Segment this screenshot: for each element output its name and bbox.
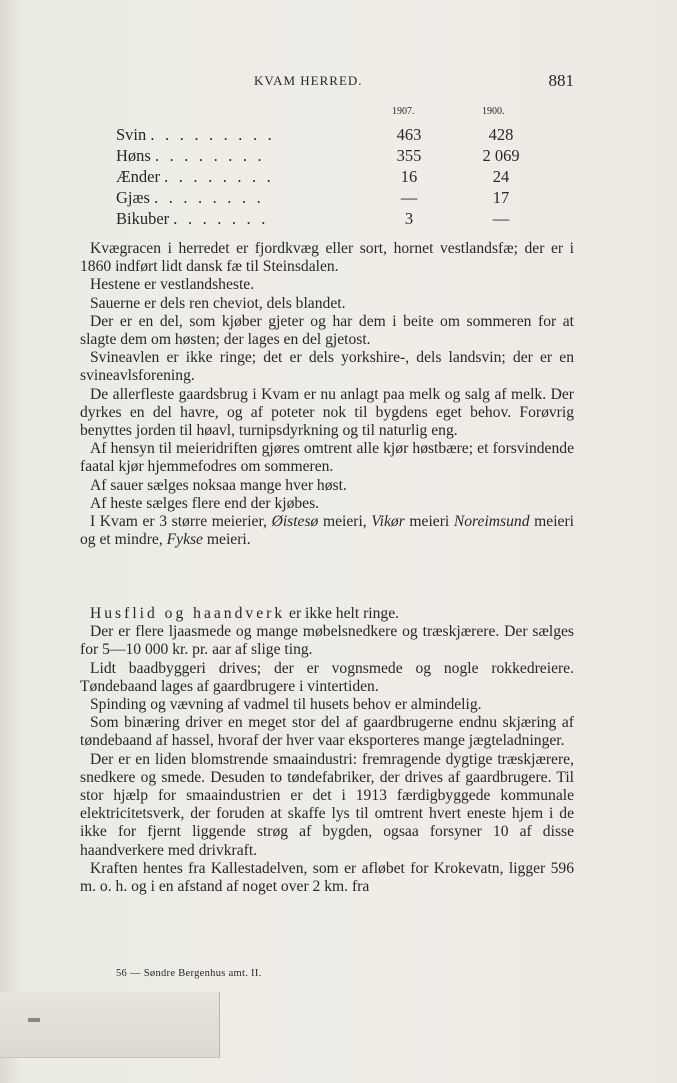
year-header-1907: 1907. [392, 106, 415, 117]
value-1900: 24 [492, 167, 510, 186]
value-1907: 16 [400, 167, 418, 186]
year-header-1900: 1900. [482, 106, 505, 117]
dairy-name: Noreimsund [453, 513, 530, 531]
section-heading-paragraph: Husflid og haandverk er ikke helt ringe. [90, 605, 400, 622]
header-title: KVAM HERRED. [254, 73, 363, 88]
husflid-text [80, 605, 574, 896]
paragraph: Der er flere ljaasmede og mange møbelsnedkere og træskjærere. Der sælges for 5—10 000 kr. pr. aar af slige ting. [80, 623, 574, 659]
page-tab-edge [0, 992, 220, 1058]
value-1907: 355 [396, 146, 422, 165]
livestock-text [80, 240, 574, 549]
dairies-paragraph: I Kvam er 3 større meierier, Øistesø meieri, Vikør meieri Noreimsund meieri og et mindre, Fykse meieri. [80, 513, 574, 549]
tab-mark [28, 1018, 40, 1022]
section-heading: Husflid og haandverk [90, 605, 286, 622]
row-label: Gjæs . . . . . . . . [116, 188, 264, 207]
page-number: 881 [548, 71, 574, 90]
row-label: Svin . . . . . . . . . [116, 125, 275, 144]
paragraph: Sauerne er dels ren cheviot, dels blandet. [90, 294, 346, 312]
paragraph: Der er en del, som kjøber gjeter og har dem i beite om sommeren for at slagte dem om høsten; der lages en del gjetost. [80, 312, 574, 349]
signature-footer: 56 — Søndre Bergenhus amt. II. [116, 968, 262, 979]
paragraph: Af sauer sælges noksaa mange hver høst. [90, 476, 347, 494]
paragraph: Hestene er vestlandsheste. [90, 276, 255, 294]
dairy-name: Vikør [371, 513, 405, 531]
paragraph: Der er en liden blomstrende smaaindustri: fremragende dygtige træskjærere, snedkere og smede. Desuden to tøndefabriker, der drives af gaardbrugere. Til stor hjælp for smaaindustrien er det i 1913 færdigbyggede kommunale elektricitetsverk, der foruden at skaffe lys til omtrent hvert eneste hjem i de ikke for fjernt liggende strøg af bygden, ogsaa forsyner 10 af disse haandverkere med drivkraft. [80, 750, 574, 859]
dairy-name: Øistesø [271, 513, 319, 531]
paragraph: Kvægracen i herredet er fjordkvæg eller sort, hornet vestlandsfæ; der er i 1860 indført lidt dansk fæ til Steinsdalen. [80, 240, 574, 276]
row-label: Ænder . . . . . . . . [116, 167, 274, 186]
value-1900: — [492, 209, 510, 228]
paragraph: Af heste sælges flere end der kjøbes. [90, 494, 320, 512]
paragraph: Af hensyn til meieridriften gjøres omtrent alle kjør høstbære; et forsvindende faatal kjør hjemmefodres om sommeren. [80, 440, 574, 476]
paragraph: Svineavlen er ikke ringe; det er dels yorkshire-, dels landsvin; der er en svineavlsforening. [80, 349, 574, 385]
value-1907: — [400, 188, 418, 207]
value-1907: 463 [396, 125, 422, 144]
paragraph: Som binæring driver en meget stor del af gaardbrugerne endnu skjæring af tøndebaand af hassel, hvoraf der hver vaar eksporteres mange jægteladninger. [80, 714, 574, 750]
row-label: Høns . . . . . . . . [116, 146, 265, 165]
value-1900: 17 [492, 188, 510, 207]
value-1907: 3 [404, 209, 414, 228]
value-1900: 2 069 [482, 146, 520, 165]
row-label: Bikuber . . . . . . . [116, 209, 269, 228]
value-1900: 428 [488, 125, 514, 144]
paragraph: De allerfleste gaardsbrug i Kvam er nu anlagt paa melk og salg af melk. Der dyrkes en del havre, og af poteter nok til bygdens eget behov. Forøvrig benyttes jorden til høavl, turnipsdyrkning og til naturlig eng. [80, 385, 574, 440]
dairy-name: Fykse [166, 531, 203, 549]
paragraph: Spinding og vævning af vadmel til husets behov er almindelig. [90, 696, 482, 714]
paragraph: Lidt baadbyggeri drives; der er vognsmede og nogle rokkedreiere. Tøndebaand lages af gaardbrugere i vintertiden. [80, 659, 574, 695]
running-header [116, 71, 572, 93]
paragraph: Kraften hentes fra Kallestadelven, som er afløbet for Krokevatn, ligger 596 m. o. h. og i en afstand af noget over 2 km. fra [80, 859, 574, 896]
